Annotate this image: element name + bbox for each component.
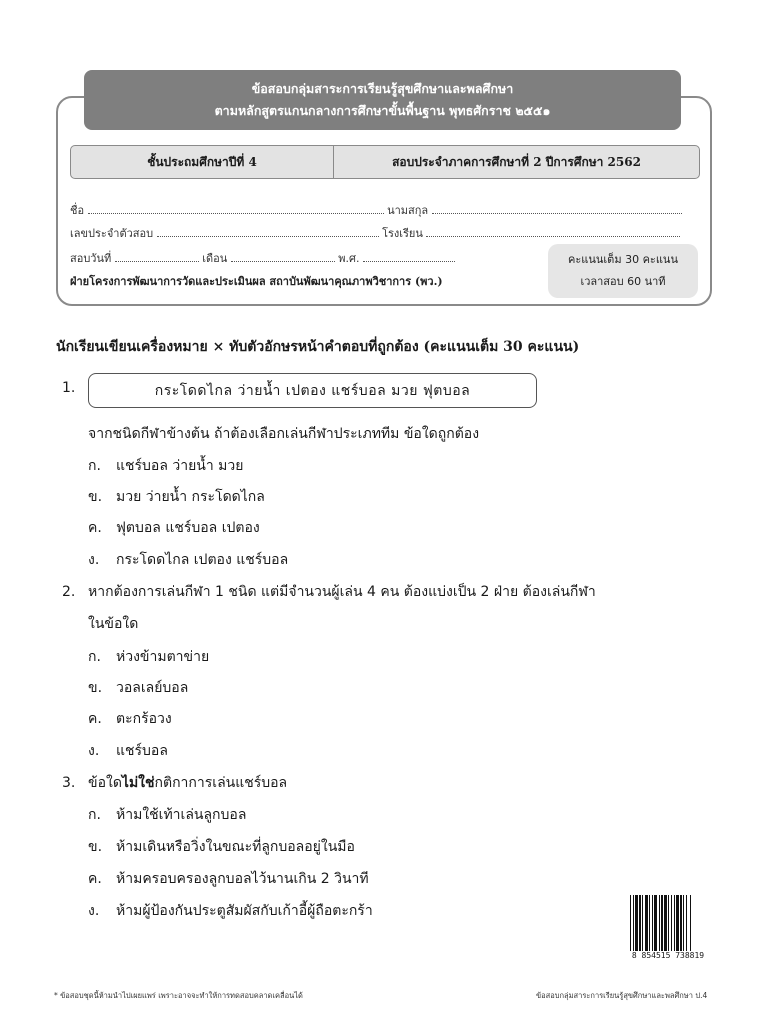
question-1-sport-box: กระโดดไกล ว่ายน้ำ เปตอง แชร์บอล มวย ฟุตบอล [88, 373, 537, 408]
barcode-bar [630, 895, 631, 951]
school-label: โรงเรียน [382, 227, 423, 240]
q1-option-a[interactable] [88, 452, 243, 480]
question-3-number: 3. [62, 775, 76, 791]
option-text: กระโดดไกล เปตอง แชร์บอล [116, 552, 289, 568]
id-row [70, 222, 680, 242]
option-text: วอลเลย์บอล [116, 680, 189, 696]
option-letter: ก. [88, 807, 101, 823]
option-text: ห้ามเดินหรือวิ่งในขณะที่ลูกบอลอยู่ในมือ [116, 839, 355, 855]
option-letter: ค. [88, 711, 102, 727]
option-letter: ง. [88, 552, 100, 568]
option-text: แชร์บอล ว่ายน้ำ มวย [116, 458, 244, 474]
name-row [70, 199, 682, 219]
option-letter: ก. [88, 458, 101, 474]
q2-option-a[interactable] [88, 643, 209, 671]
footer-disclaimer: * ข้อสอบชุดนี้ห้ามนำไปเผยแพร่ เพราะอาจจะทำให้การทดสอบคลาดเคลื่อนได้ [54, 991, 303, 1000]
option-text: ห่วงข้ามตาข่าย [116, 649, 210, 665]
question-1-stem: จากชนิดกีฬาข้างต้น ถ้าต้องเลือกเล่นกีฬาประเภททีม ข้อใดถูกต้อง [88, 426, 480, 442]
option-text: ฟุตบอล แชร์บอล เปตอง [116, 520, 260, 536]
barcode [628, 893, 714, 963]
question-2-number: 2. [62, 584, 76, 600]
barcode-bar [645, 895, 648, 951]
class-info-bar [70, 145, 700, 179]
q1-option-c[interactable] [88, 514, 260, 542]
barcode-number: 8 854515 738819 [622, 951, 714, 961]
grade-label: ชั้นประถมศึกษาปีที่ 4 [71, 146, 334, 178]
barcode-bar [690, 895, 691, 951]
barcode-bar [633, 895, 634, 951]
barcode-bar [659, 895, 660, 951]
question-3-text-post: กติกาการเล่นแชร์บอล [154, 775, 288, 791]
exam-title-line2: ตามหลักสูตรแกนกลางการศึกษาขั้นพื้นฐาน พุทธศักราช ๒๕๕๑ [214, 103, 551, 118]
barcode-bar [649, 895, 650, 951]
option-text: ตะกร้อวง [116, 711, 172, 727]
option-text: มวย ว่ายน้ำ กระโดดไกล [116, 489, 265, 505]
option-letter: ค. [88, 871, 102, 887]
option-letter: ข. [88, 489, 103, 505]
organization-line: ฝ่ายโครงการพัฒนาการวัดและประเมินผล สถาบันพัฒนาคุณภาพวิชาการ (พว.) [70, 275, 443, 288]
exam-term-label: สอบประจำภาคการศึกษาที่ 2 ปีการศึกษา 2562 [392, 154, 641, 169]
q3-option-b[interactable] [88, 833, 355, 861]
date-label: สอบวันที่ [70, 252, 112, 265]
barcode-bar [686, 895, 687, 951]
name-field[interactable] [88, 199, 384, 214]
question-2-stem-line2: ในข้อใด [88, 616, 139, 632]
month-field[interactable] [231, 247, 335, 262]
exam-id-field[interactable] [157, 222, 379, 237]
date-field[interactable] [115, 247, 199, 262]
question-1-number: 1. [62, 380, 76, 396]
surname-field[interactable] [432, 199, 682, 214]
barcode-bar [664, 895, 667, 951]
barcode-bar [654, 895, 657, 951]
school-field[interactable] [426, 222, 680, 237]
q3-option-d[interactable] [88, 897, 373, 925]
year-label: พ.ศ. [338, 252, 360, 265]
option-text: แชร์บอล [116, 743, 168, 759]
option-letter: ง. [88, 903, 100, 919]
year-field[interactable] [363, 247, 455, 262]
option-letter: ก. [88, 649, 101, 665]
option-text: ห้ามใช้เท้าเล่นลูกบอล [116, 807, 247, 823]
question-2-text: หากต้องการเล่นกีฬา 1 ชนิด แต่มีจำนวนผู้เล่น 4 คน ต้องแบ่งเป็น 2 ฝ่าย ต้องเล่นกีฬา [88, 584, 596, 600]
barcode-bar [642, 895, 643, 951]
q3-option-a[interactable] [88, 801, 246, 829]
exam-id-label: เลขประจำตัวสอบ [70, 227, 154, 240]
question-3-emphasis: ไม่ใช่ [121, 775, 155, 791]
q1-option-d[interactable] [88, 546, 288, 574]
date-row [70, 247, 455, 267]
barcode-bar [639, 895, 641, 951]
option-text: ห้ามครอบครองลูกบอลไว้นานเกิน 2 วินาที [116, 871, 369, 887]
barcode-bar [683, 895, 684, 951]
option-letter: ง. [88, 743, 100, 759]
q3-option-c[interactable] [88, 865, 369, 893]
q2-option-b[interactable] [88, 674, 188, 702]
instruction-text: นักเรียนเขียนเครื่องหมาย × ทับตัวอักษรหน้าคำตอบที่ถูกต้อง (คะแนนเต็ม 30 คะแนน) [56, 339, 580, 355]
question-3-stem [62, 769, 287, 797]
exam-title-line1: ข้อสอบกลุ่มสาระการเรียนรู้สุขศึกษาและพลศึกษา [251, 81, 514, 96]
barcode-bar [661, 895, 663, 951]
question-3-text-pre: ข้อใด [88, 775, 122, 791]
option-letter: ข. [88, 839, 103, 855]
q2-option-c[interactable] [88, 705, 172, 733]
exam-time-label: เวลาสอบ 60 นาที [580, 275, 666, 288]
full-score-label: คะแนนเต็ม 30 คะแนน [568, 253, 678, 266]
q1-option-b[interactable] [88, 483, 265, 511]
score-box [548, 244, 698, 298]
option-letter: ข. [88, 680, 103, 696]
q2-option-d[interactable] [88, 737, 168, 765]
barcode-bar [671, 895, 672, 951]
question-2-stem-line1 [62, 578, 596, 606]
barcode-bar [652, 895, 653, 951]
name-label: ชื่อ [70, 204, 85, 217]
barcode-bar [680, 895, 682, 951]
month-label: เดือน [202, 252, 228, 265]
option-letter: ค. [88, 520, 102, 536]
exam-title-band [84, 70, 681, 130]
footer-subject: ข้อสอบกลุ่มสาระการเรียนรู้สุขศึกษาและพลศึกษา ป.4 [536, 991, 708, 1000]
option-text: ห้ามผู้ป้องกันประตูสัมผัสกับเก้าอี้ผู้ถือตะกร้า [116, 903, 373, 919]
barcode-bar [668, 895, 669, 951]
barcode-bar [676, 895, 679, 951]
barcode-bar [635, 895, 638, 951]
barcode-bar [674, 895, 675, 951]
surname-label: นามสกุล [387, 204, 429, 217]
